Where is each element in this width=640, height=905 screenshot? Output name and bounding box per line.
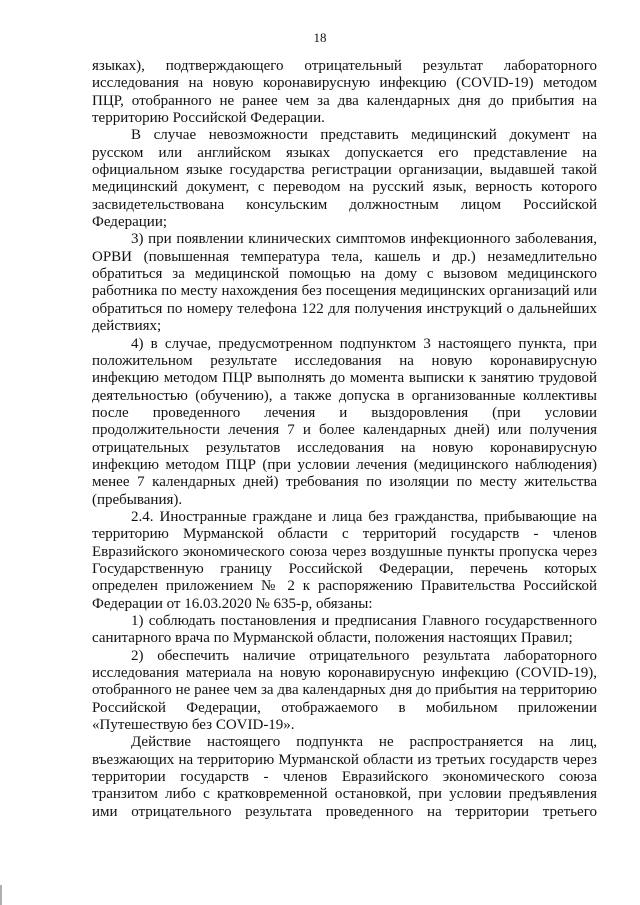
paragraph-item-4-isolation: 4) в случае, предусмотренном подпунктом 3 настоящего пункта, при положительном результате исследования на новую коронавирусную инфекцию методом ПЦР выполнять до момента выписки к занятию трудовой деятельностью (обучению), а также допуска в организованные коллективы после проведенного лечения и выздоровления (при условии продолжительности лечения 7 и более календарных дней) или получения отрицательных результатов исследования на новую коронавирусную инфекцию методом ПЦР (при условии лечения (медицинского наблюдения) менее 7 календарных дней) требования по изоляции по месту жительства (пребывания). [92, 335, 597, 508]
paragraph-exception: Действие настоящего подпункта не распространяется на лиц, въезжающих на территорию Мурманской области из третьих государств через территории государств - членов Евразийского экономического союза транзитом либо с кратковременной остановкой, при условии предъявления ими отрицательного результата проведенного на территории третьего [92, 734, 597, 820]
paragraph-item-1-regulations: 1) соблюдать постановления и предписания Главного государственного санитарного врача по Мурманской области, положения настоящих Правил; [92, 613, 597, 647]
page-number: 18 [313, 30, 327, 45]
paragraph-section-2-4: 2.4. Иностранные граждане и лица без гражданства, прибывающие на территорию Мурманской области с территорий государств - членов Евразийского экономического союза через воздушные пункты пропуска через Государственную границу Российской Федерации, перечень которых определен приложением № 2 к распоряжению Правительства Российской Федерации от 16.03.2020 № 635-р, обязаны: [92, 508, 597, 612]
paragraph-translation-note: В случае невозможности представить медицинский документ на русском или английском языках допускается его представление на официальном языке государства регистрации организации, выдавшей такой медицинский документ, с переводом на русский язык, верность которого засвидетельствована консульским должностным лицом Российской Федерации; [92, 127, 597, 231]
paragraph-continuation: языках), подтверждающего отрицательный результат лабораторного исследования на новую коронавирусную инфекцию (COVID-19) методом ПЦР, отобранного не ранее чем за два календарных дня до прибытия на территорию Российской Федерации. [92, 58, 597, 127]
document-body [92, 58, 597, 821]
paragraph-item-2-test-result: 2) обеспечить наличие отрицательного результата лабораторного исследования материала на новую коронавирусную инфекцию (COVID-19), отобранного не ранее чем за два календарных дня до прибытия на территорию Российской Федерации, отображаемого в мобильном приложении «Путешествую без COVID-19». [92, 647, 597, 734]
paragraph-item-3-symptoms: 3) при появлении клинических симптомов инфекционного заболевания, ОРВИ (повышенная температура тела, кашель и др.) незамедлительно обратиться за медицинской помощью на дому с вызовом медицинского работника по месту нахождения без посещения медицинских организаций или обратиться по номеру телефона 122 для получения инструкций о дальнейших действиях; [92, 231, 597, 335]
scan-edge-mark [0, 885, 2, 905]
